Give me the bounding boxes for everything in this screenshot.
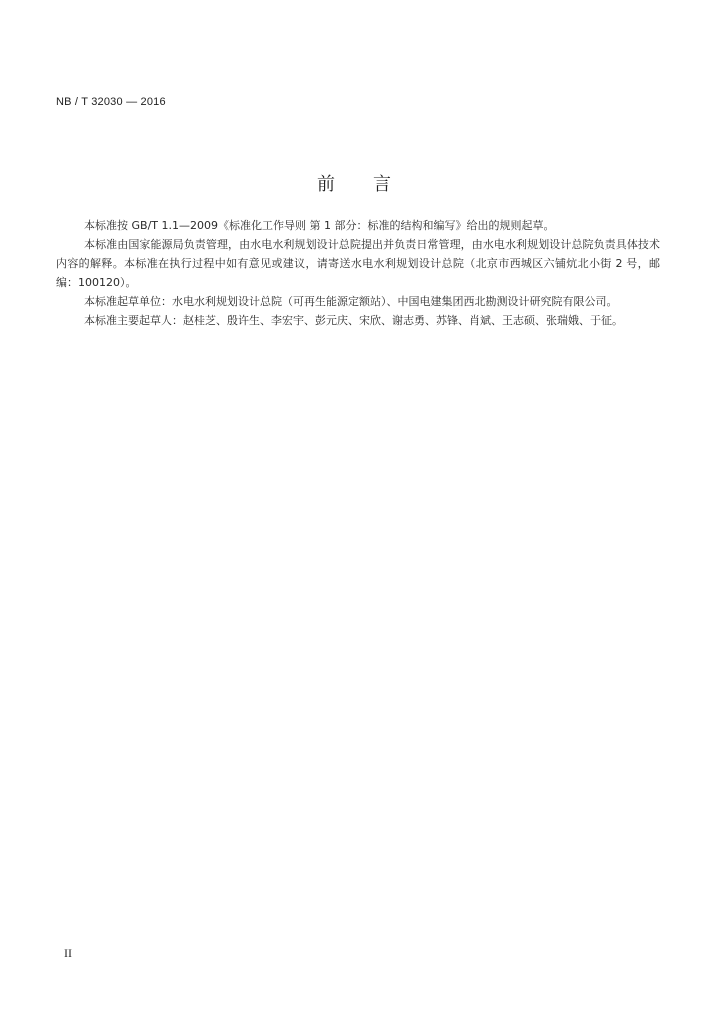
paragraph-drafting-rules: 本标准按 GB/T 1.1—2009《标准化工作导则 第 1 部分：标准的结构和编写》给出的规则起草。 — [84, 219, 555, 232]
paragraph-drafting-units: 本标准起草单位：水电水利规划设计总院（可再生能源定额站）、中国电建集团西北勘测设计研究院有限公司。 — [84, 295, 618, 308]
page-title: 前言 — [317, 174, 429, 196]
page-number: II — [64, 946, 72, 960]
preface-body — [56, 216, 660, 330]
paragraph-drafters: 本标准主要起草人：赵桂芝、殷许生、李宏宇、彭元庆、宋欣、谢志勇、苏锋、肖斌、王志硕、张瑞娥、于征。 — [84, 314, 623, 327]
paragraph-management: 本标准由国家能源局负责管理，由水电水利规划设计总院提出并负责日常管理，由水电水利规划设计总院负责具体技术内容的解释。本标准在执行过程中如有意见或建议，请寄送水电水利规划设计总院（北京市西城区六铺炕北小街 2 号，邮编：100120）。 — [56, 238, 660, 289]
standard-code: NB / T 32030 — 2016 — [56, 96, 166, 108]
